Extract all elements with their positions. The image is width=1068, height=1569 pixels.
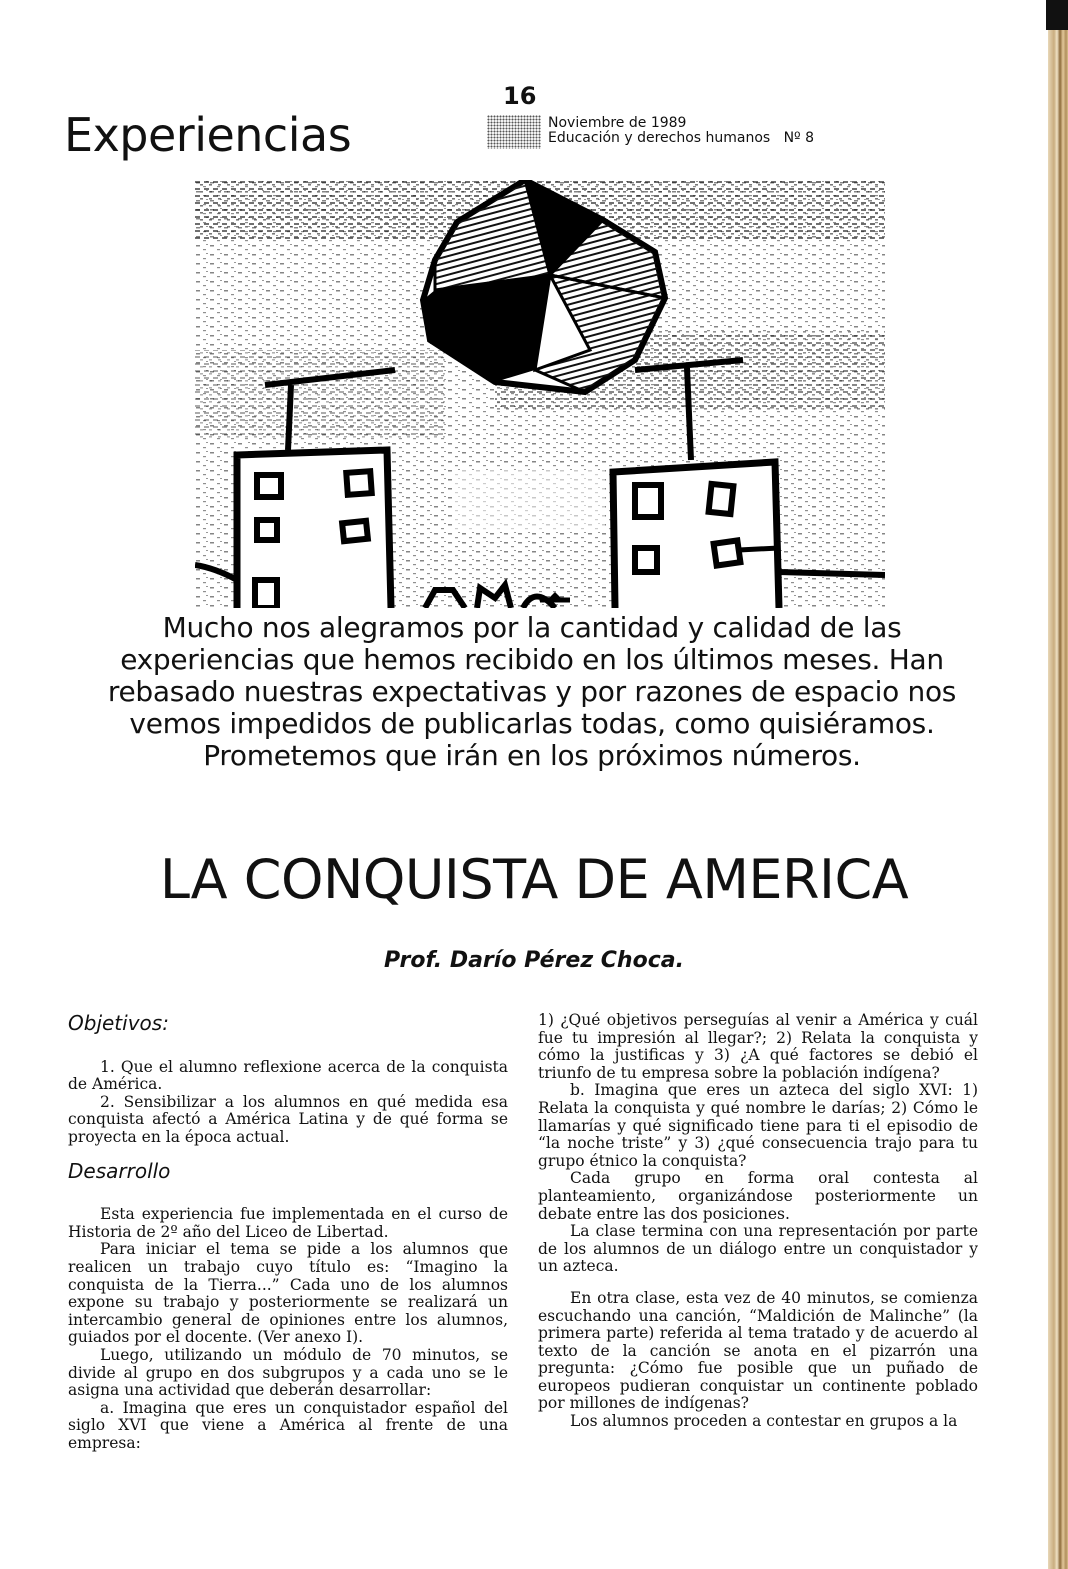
publication-name: Educación y derechos humanos Nº 8 <box>548 130 815 146</box>
objetivos-heading: Objetivos: <box>68 1011 169 1035</box>
body-paragraph: La clase termina con una representación por parte de los alumnos de un diálogo entre un conquistador y un azteca. <box>538 1222 978 1276</box>
page-corner <box>1046 0 1068 30</box>
halftone-box <box>487 115 541 149</box>
article-title: LA CONQUISTA DE AMERICA <box>159 848 909 911</box>
issue-date: Noviembre de 1989 <box>548 115 687 131</box>
desarrollo-paragraph: Para iniciar el tema se pide a los alumnos que realicen un trabajo cuyo título es: “Imagino la conquista de la Tierra...” Cada uno de los alumnos expone su trabajo y posteriormente se realizará un intercambio general de opiniones entre los alumnos, guiados por el docente. (Ver anexo I). <box>68 1240 508 1347</box>
body-paragraph: b. Imagina que eres un azteca del siglo XVI: 1) Relata la conquista y qué nombre le darías; 2) Cómo le llamarías y qué significado tiene para ti el episodio de “la noche triste” y 3) ¿qué consecuencia trajo para tu grupo étnico la conquista? <box>538 1081 978 1170</box>
body-paragraph: En otra clase, esta vez de 40 minutos, se comienza escuchando una canción, “Maldición de Malinche” (la primera parte) referida al tema tratado y de acuerdo al texto de la canción se anota en el pizarrón una pregunta: ¿Cómo fue posible que un puñado de europeos pudieran conquistar un continente poblado por millones de indígenas? <box>538 1288 978 1413</box>
intro-paragraph: Mucho nos alegramos por la cantidad y calidad de las experiencias que hemos recibido en los últimos meses. Han rebasado nuestras expectativas y por razones de espacio nos vemos impedidos de publicarlas todas, como quisiéramos. Prometemos que irán en los próximos números. <box>107 611 957 772</box>
objetivo-paragraph: 1. Que el alumno reflexione acerca de la conquista de América. <box>68 1057 508 1094</box>
desarrollo-paragraph: Esta experiencia fue implementada en el curso de Historia de 2º año del Liceo de Libertad. <box>68 1205 508 1241</box>
page-number: 16 <box>503 82 537 110</box>
page-edge <box>1048 0 1068 1569</box>
desarrollo-paragraph: Luego, utilizando un módulo de 70 minutos, se divide al grupo en dos subgrupos y a cada uno se le asigna una actividad que deberán desarrollar: <box>68 1345 508 1400</box>
header-meta <box>548 116 814 146</box>
section-title: Experiencias <box>64 108 352 162</box>
desarrollo-heading: Desarrollo <box>68 1158 171 1183</box>
body-paragraph: Cada grupo en forma oral contesta al planteamiento, organizándose posteriormente un debate entre las dos posiciones. <box>538 1169 978 1223</box>
article-author: Prof. Darío Pérez Choca. <box>384 948 684 973</box>
body-paragraph: Los alumnos proceden a contestar en grupos a la <box>570 1412 958 1431</box>
desarrollo-paragraph: a. Imagina que eres un conquistador español del siglo XVI que viene a América al frente de una empresa: <box>68 1398 508 1452</box>
drawing-illustration <box>195 180 885 608</box>
body-paragraph: 1) ¿Qué objetivos perseguías al venir a América y cuál fue tu impresión al llegar?; 2) Relata la conquista y cómo la justificas y 3) ¿A qué factores se debió el triunfo de tu empresa sobre la población indígena? <box>538 1011 978 1082</box>
left-column <box>68 1011 508 1452</box>
objetivo-paragraph: 2. Sensibilizar a los alumnos en qué medida esa conquista afectó a América Latina y de qué forma se proyecta en la época actual. <box>68 1092 508 1146</box>
right-column <box>538 1012 978 1431</box>
